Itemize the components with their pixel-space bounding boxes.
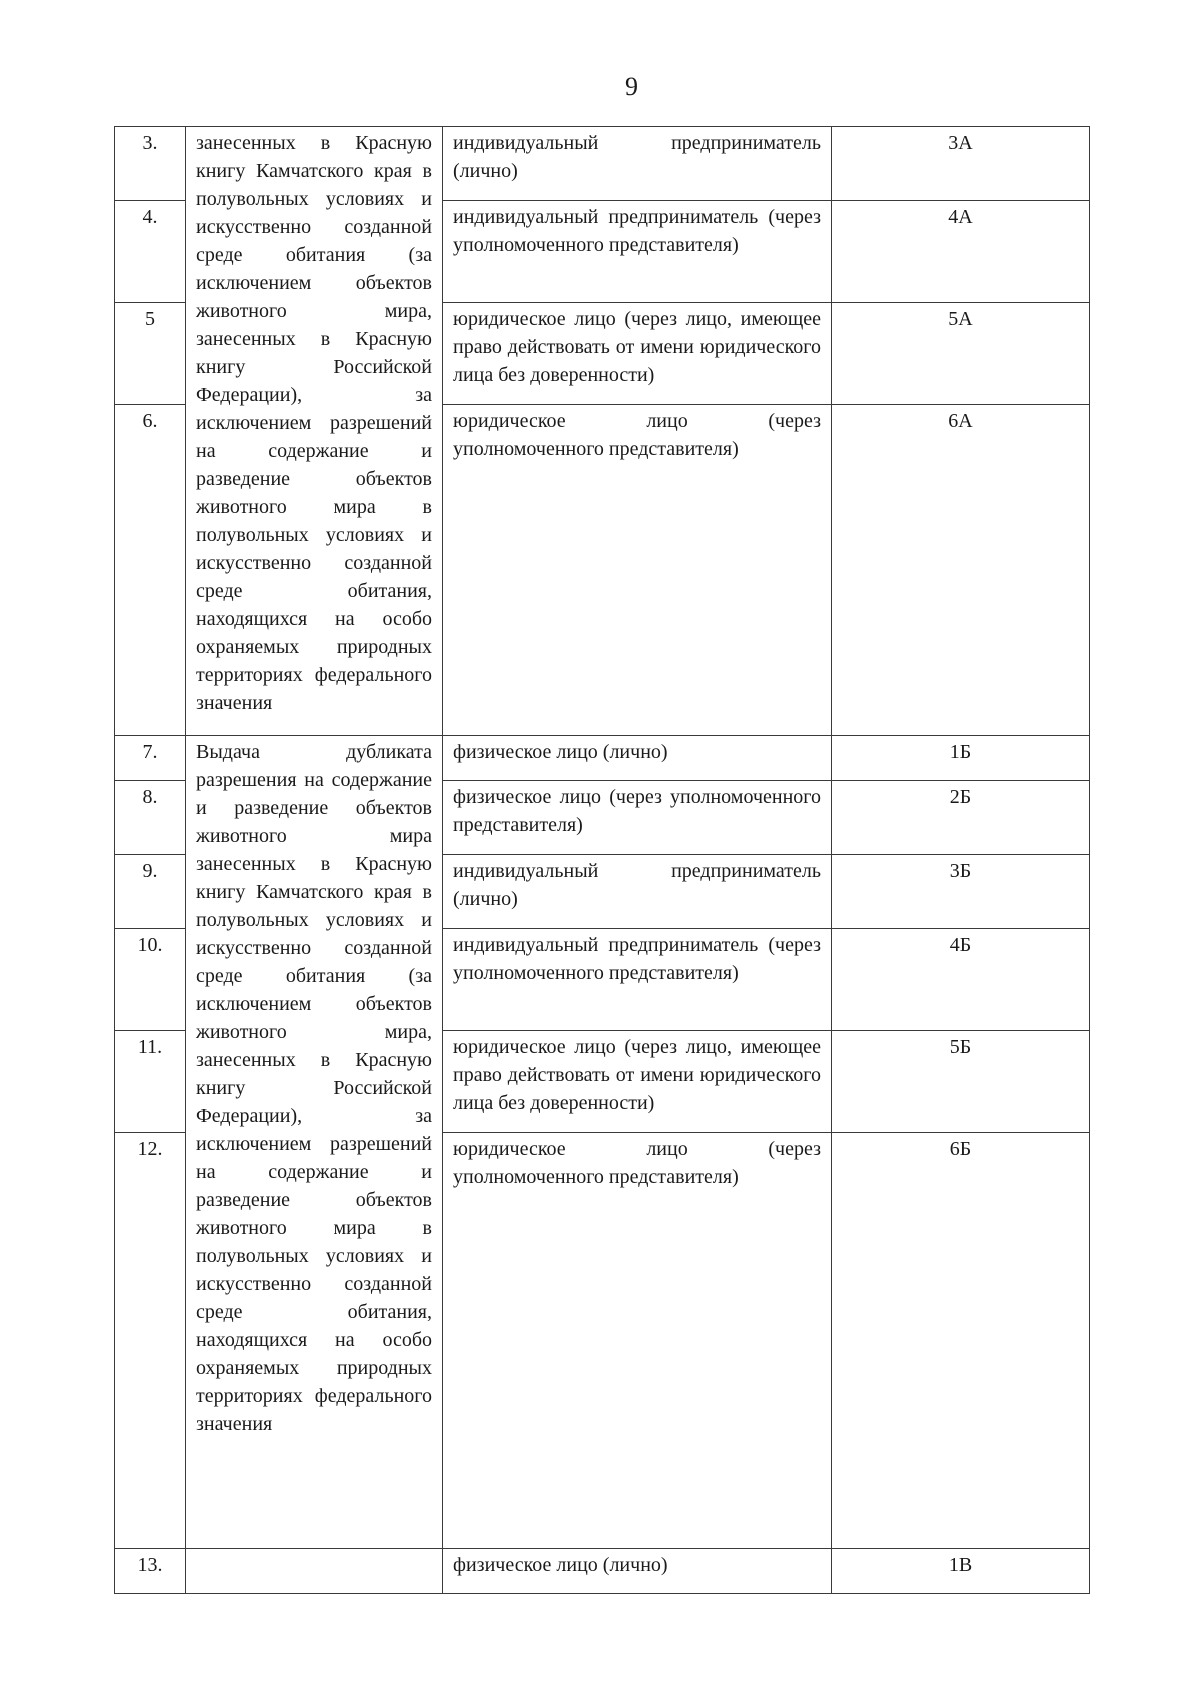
variant-code: 2Б [832, 781, 1090, 855]
row-number: 11. [115, 1031, 186, 1133]
variant-code: 3А [832, 127, 1090, 201]
table-row [115, 736, 1090, 781]
row-number: 6. [115, 405, 186, 736]
applicant-category: юридическое лицо (через лицо, имеющее право действовать от имени юридического лица без доверенности) [443, 1031, 832, 1133]
applicant-category: физическое лицо (лично) [443, 736, 832, 781]
services-table [114, 126, 1090, 1594]
variant-code: 4Б [832, 929, 1090, 1031]
table-row [115, 127, 1090, 201]
page-number: 9 [625, 72, 638, 101]
row-number: 12. [115, 1133, 186, 1549]
variant-code: 5Б [832, 1031, 1090, 1133]
applicant-category: юридическое лицо (через лицо, имеющее право действовать от имени юридического лица без доверенности) [443, 303, 832, 405]
applicant-category: индивидуальный предприниматель (через уполномоченного представителя) [443, 929, 832, 1031]
row-number: 8. [115, 781, 186, 855]
service-description [186, 1549, 443, 1594]
variant-code: 1В [832, 1549, 1090, 1594]
service-description: занесенных в Красную книгу Камчатского края в полувольных условиях и искусственно созданной среде обитания (за исключением объектов животного мира, занесенных в Красную книгу Российской Федерации), за исключением разрешений на содержание и разведение объектов животного мира в полувольных условиях и искусственно созданной среде обитания, находящихся на особо охраняемых природных территориях федерального значения [186, 127, 443, 736]
row-number: 13. [115, 1549, 186, 1594]
variant-code: 3Б [832, 855, 1090, 929]
variant-code: 6А [832, 405, 1090, 736]
applicant-category: юридическое лицо (через уполномоченного представителя) [443, 1133, 832, 1549]
variant-code: 6Б [832, 1133, 1090, 1549]
row-number: 9. [115, 855, 186, 929]
applicant-category: индивидуальный предприниматель (через уполномоченного представителя) [443, 201, 832, 303]
applicant-category: индивидуальный предприниматель (лично) [443, 855, 832, 929]
applicant-category: индивидуальный предприниматель (лично) [443, 127, 832, 201]
row-number: 7. [115, 736, 186, 781]
row-number: 3. [115, 127, 186, 201]
table-row [115, 1549, 1090, 1594]
variant-code: 1Б [832, 736, 1090, 781]
applicant-category: физическое лицо (через уполномоченного представителя) [443, 781, 832, 855]
variant-code: 4А [832, 201, 1090, 303]
row-number: 5 [115, 303, 186, 405]
applicant-category: физическое лицо (лично) [443, 1549, 832, 1594]
row-number: 10. [115, 929, 186, 1031]
row-number: 4. [115, 201, 186, 303]
service-description: Выдача дубликата разрешения на содержание и разведение объектов животного мира занесенных в Красную книгу Камчатского края в полувольных условиях и искусственно созданной среде обитания (за исключением объектов животного мира, занесенных в Красную книгу Российской Федерации), за исключением разрешений на содержание и разведение объектов животного мира в полувольных условиях и искусственно созданной среде обитания, находящихся на особо охраняемых природных территориях федерального значения [186, 736, 443, 1549]
applicant-category: юридическое лицо (через уполномоченного представителя) [443, 405, 832, 736]
variant-code: 5А [832, 303, 1090, 405]
